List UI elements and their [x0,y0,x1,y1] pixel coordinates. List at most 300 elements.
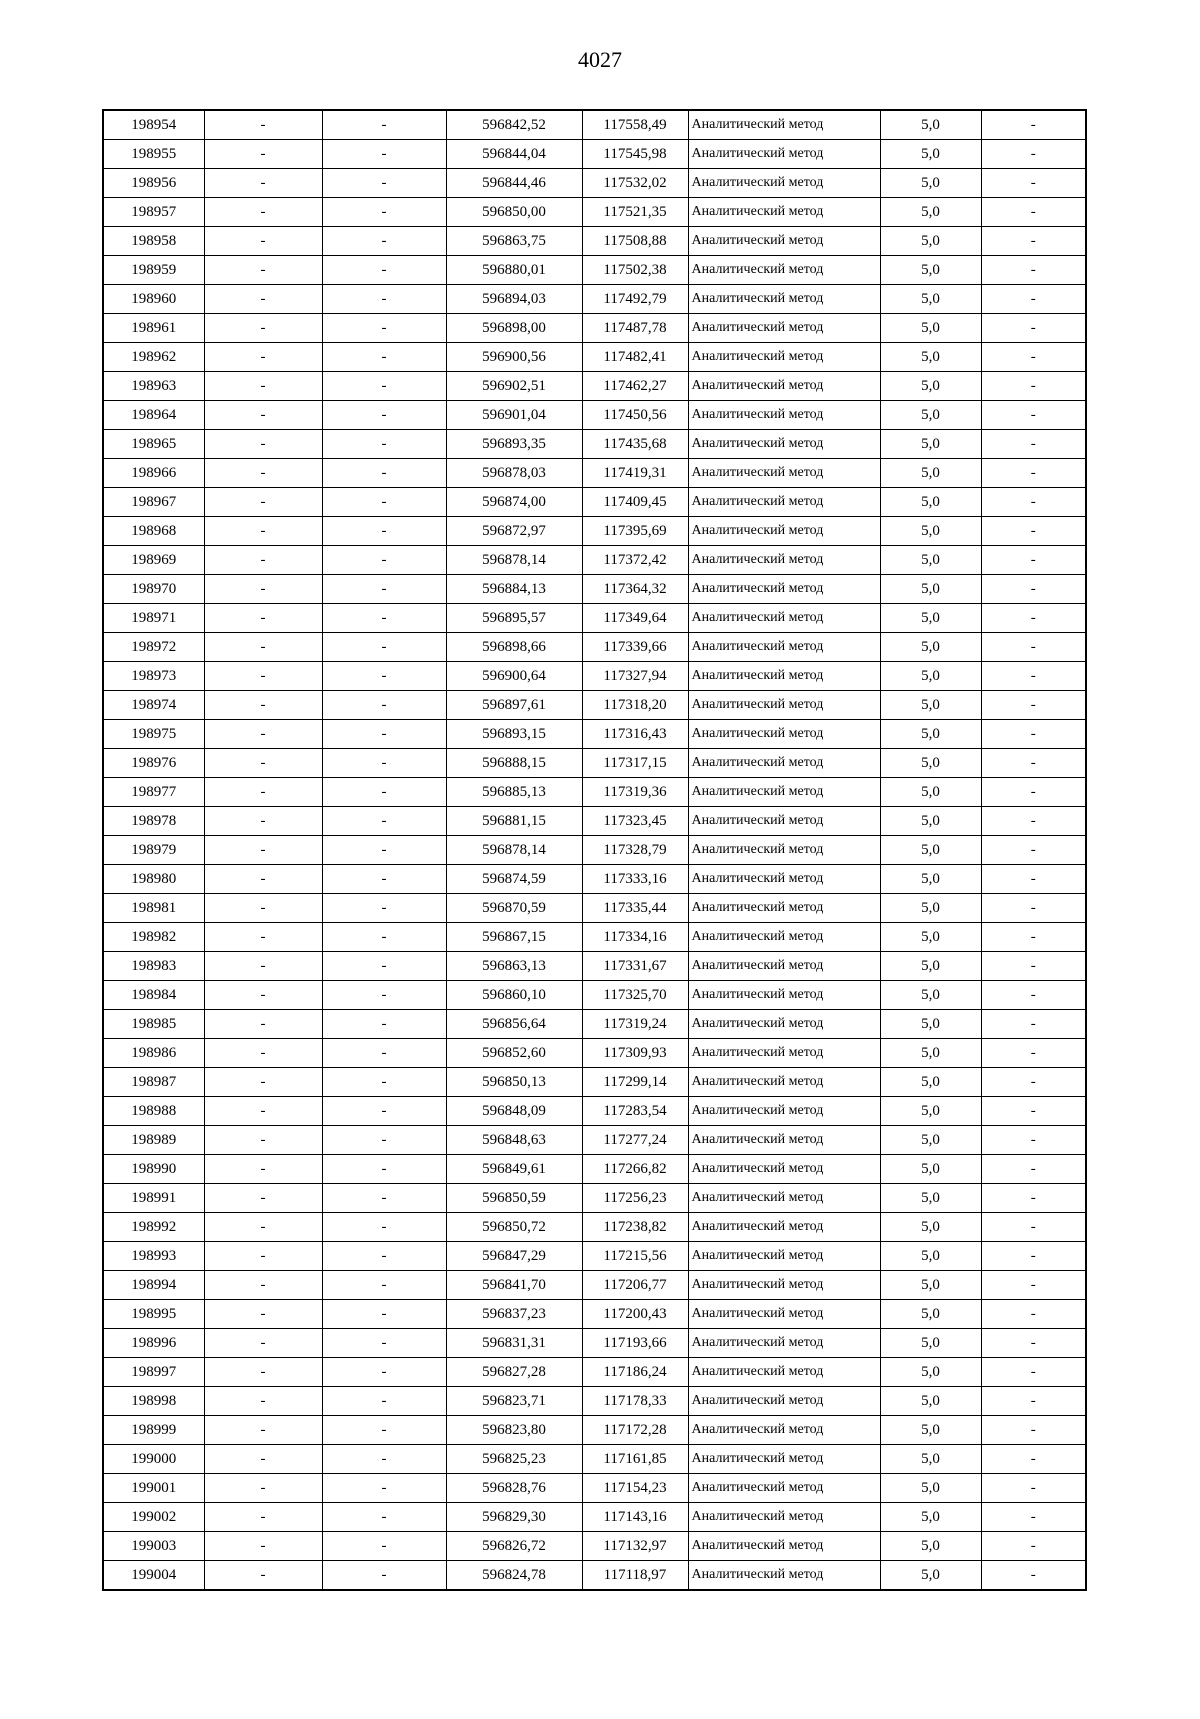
empty-cell-2: - [322,1474,446,1503]
x-coordinate-cell: 596874,59 [446,865,582,894]
precision-cell: 5,0 [880,140,981,169]
y-coordinate-cell: 117395,69 [582,517,688,546]
x-coordinate-cell: 596856,64 [446,1010,582,1039]
empty-cell-3: - [981,1561,1086,1591]
method-cell: Аналитический метод [688,343,880,372]
empty-cell-3: - [981,110,1086,140]
precision-cell: 5,0 [880,1097,981,1126]
x-coordinate-cell: 596823,71 [446,1387,582,1416]
empty-cell-3: - [981,517,1086,546]
empty-cell-1: - [204,1155,322,1184]
table-row [103,1068,1086,1097]
empty-cell-3: - [981,1503,1086,1532]
precision-cell: 5,0 [880,372,981,401]
point-number-cell: 199001 [103,1474,204,1503]
empty-cell-3: - [981,430,1086,459]
empty-cell-2: - [322,140,446,169]
y-coordinate-cell: 117558,49 [582,110,688,140]
point-number-cell: 198954 [103,110,204,140]
table-row [103,575,1086,604]
empty-cell-1: - [204,633,322,662]
empty-cell-3: - [981,633,1086,662]
y-coordinate-cell: 117299,14 [582,1068,688,1097]
empty-cell-3: - [981,1242,1086,1271]
method-cell: Аналитический метод [688,575,880,604]
x-coordinate-cell: 596824,78 [446,1561,582,1591]
y-coordinate-cell: 117319,36 [582,778,688,807]
empty-cell-2: - [322,662,446,691]
empty-cell-1: - [204,1271,322,1300]
method-cell: Аналитический метод [688,169,880,198]
y-coordinate-cell: 117186,24 [582,1358,688,1387]
precision-cell: 5,0 [880,1010,981,1039]
empty-cell-1: - [204,1329,322,1358]
empty-cell-2: - [322,198,446,227]
method-cell: Аналитический метод [688,110,880,140]
empty-cell-2: - [322,401,446,430]
empty-cell-3: - [981,981,1086,1010]
precision-cell: 5,0 [880,110,981,140]
y-coordinate-cell: 117215,56 [582,1242,688,1271]
x-coordinate-cell: 596863,75 [446,227,582,256]
empty-cell-1: - [204,1184,322,1213]
precision-cell: 5,0 [880,1242,981,1271]
precision-cell: 5,0 [880,198,981,227]
y-coordinate-cell: 117508,88 [582,227,688,256]
table-row [103,110,1086,140]
x-coordinate-cell: 596900,56 [446,343,582,372]
point-number-cell: 198959 [103,256,204,285]
y-coordinate-cell: 117545,98 [582,140,688,169]
point-number-cell: 198993 [103,1242,204,1271]
x-coordinate-cell: 596850,72 [446,1213,582,1242]
empty-cell-2: - [322,633,446,662]
point-number-cell: 198992 [103,1213,204,1242]
empty-cell-3: - [981,691,1086,720]
table-row [103,1039,1086,1068]
empty-cell-3: - [981,662,1086,691]
method-cell: Аналитический метод [688,546,880,575]
empty-cell-3: - [981,952,1086,981]
method-cell: Аналитический метод [688,1184,880,1213]
point-number-cell: 198972 [103,633,204,662]
empty-cell-3: - [981,227,1086,256]
y-coordinate-cell: 117132,97 [582,1532,688,1561]
point-number-cell: 198984 [103,981,204,1010]
empty-cell-2: - [322,575,446,604]
method-cell: Аналитический метод [688,1242,880,1271]
empty-cell-2: - [322,923,446,952]
precision-cell: 5,0 [880,1416,981,1445]
point-number-cell: 198983 [103,952,204,981]
empty-cell-1: - [204,517,322,546]
precision-cell: 5,0 [880,1039,981,1068]
precision-cell: 5,0 [880,430,981,459]
point-number-cell: 199004 [103,1561,204,1591]
empty-cell-1: - [204,1068,322,1097]
x-coordinate-cell: 596885,13 [446,778,582,807]
empty-cell-1: - [204,662,322,691]
table-row [103,720,1086,749]
table-row [103,285,1086,314]
method-cell: Аналитический метод [688,604,880,633]
method-cell: Аналитический метод [688,1474,880,1503]
empty-cell-1: - [204,1097,322,1126]
point-number-cell: 198987 [103,1068,204,1097]
empty-cell-3: - [981,1358,1086,1387]
x-coordinate-cell: 596898,66 [446,633,582,662]
y-coordinate-cell: 117256,23 [582,1184,688,1213]
precision-cell: 5,0 [880,546,981,575]
point-number-cell: 198980 [103,865,204,894]
y-coordinate-cell: 117161,85 [582,1445,688,1474]
method-cell: Аналитический метод [688,1561,880,1591]
precision-cell: 5,0 [880,488,981,517]
y-coordinate-cell: 117419,31 [582,459,688,488]
empty-cell-2: - [322,227,446,256]
y-coordinate-cell: 117502,38 [582,256,688,285]
empty-cell-3: - [981,749,1086,778]
empty-cell-2: - [322,778,446,807]
table-row [103,604,1086,633]
empty-cell-3: - [981,575,1086,604]
method-cell: Аналитический метод [688,198,880,227]
x-coordinate-cell: 596881,15 [446,807,582,836]
empty-cell-1: - [204,459,322,488]
precision-cell: 5,0 [880,256,981,285]
point-number-cell: 198997 [103,1358,204,1387]
empty-cell-1: - [204,981,322,1010]
method-cell: Аналитический метод [688,1387,880,1416]
precision-cell: 5,0 [880,981,981,1010]
empty-cell-2: - [322,952,446,981]
table-row [103,836,1086,865]
method-cell: Аналитический метод [688,691,880,720]
precision-cell: 5,0 [880,401,981,430]
table-row [103,401,1086,430]
y-coordinate-cell: 117349,64 [582,604,688,633]
point-number-cell: 199002 [103,1503,204,1532]
x-coordinate-cell: 596878,14 [446,836,582,865]
x-coordinate-cell: 596893,15 [446,720,582,749]
empty-cell-2: - [322,459,446,488]
empty-cell-3: - [981,459,1086,488]
method-cell: Аналитический метод [688,1126,880,1155]
empty-cell-2: - [322,1126,446,1155]
empty-cell-3: - [981,894,1086,923]
method-cell: Аналитический метод [688,1329,880,1358]
y-coordinate-cell: 117283,54 [582,1097,688,1126]
x-coordinate-cell: 596901,04 [446,401,582,430]
table-row [103,1358,1086,1387]
empty-cell-1: - [204,1532,322,1561]
point-number-cell: 198961 [103,314,204,343]
point-number-cell: 198976 [103,749,204,778]
precision-cell: 5,0 [880,865,981,894]
empty-cell-3: - [981,372,1086,401]
method-cell: Аналитический метод [688,836,880,865]
point-number-cell: 198963 [103,372,204,401]
empty-cell-3: - [981,1474,1086,1503]
x-coordinate-cell: 596902,51 [446,372,582,401]
empty-cell-2: - [322,169,446,198]
table-row [103,227,1086,256]
y-coordinate-cell: 117266,82 [582,1155,688,1184]
precision-cell: 5,0 [880,807,981,836]
table-row [103,1126,1086,1155]
table-row [103,1387,1086,1416]
empty-cell-2: - [322,1358,446,1387]
empty-cell-2: - [322,1097,446,1126]
x-coordinate-cell: 596900,64 [446,662,582,691]
method-cell: Аналитический метод [688,720,880,749]
x-coordinate-cell: 596848,09 [446,1097,582,1126]
x-coordinate-cell: 596828,76 [446,1474,582,1503]
precision-cell: 5,0 [880,1532,981,1561]
method-cell: Аналитический метод [688,981,880,1010]
table-row [103,517,1086,546]
y-coordinate-cell: 117435,68 [582,430,688,459]
method-cell: Аналитический метод [688,807,880,836]
method-cell: Аналитический метод [688,488,880,517]
method-cell: Аналитический метод [688,778,880,807]
point-number-cell: 198973 [103,662,204,691]
empty-cell-1: - [204,1010,322,1039]
x-coordinate-cell: 596850,00 [446,198,582,227]
empty-cell-3: - [981,1155,1086,1184]
empty-cell-3: - [981,285,1086,314]
empty-cell-2: - [322,256,446,285]
table-row [103,923,1086,952]
precision-cell: 5,0 [880,952,981,981]
method-cell: Аналитический метод [688,865,880,894]
empty-cell-1: - [204,807,322,836]
method-cell: Аналитический метод [688,1300,880,1329]
empty-cell-3: - [981,1039,1086,1068]
empty-cell-2: - [322,865,446,894]
precision-cell: 5,0 [880,691,981,720]
empty-cell-2: - [322,285,446,314]
point-number-cell: 198971 [103,604,204,633]
empty-cell-1: - [204,314,322,343]
empty-cell-3: - [981,256,1086,285]
precision-cell: 5,0 [880,923,981,952]
table-row [103,1242,1086,1271]
empty-cell-1: - [204,343,322,372]
empty-cell-1: - [204,372,322,401]
precision-cell: 5,0 [880,459,981,488]
y-coordinate-cell: 117487,78 [582,314,688,343]
empty-cell-1: - [204,865,322,894]
empty-cell-2: - [322,1010,446,1039]
empty-cell-2: - [322,720,446,749]
y-coordinate-cell: 117450,56 [582,401,688,430]
empty-cell-2: - [322,1300,446,1329]
point-number-cell: 198978 [103,807,204,836]
table-row [103,169,1086,198]
empty-cell-2: - [322,314,446,343]
point-number-cell: 198991 [103,1184,204,1213]
point-number-cell: 198982 [103,923,204,952]
y-coordinate-cell: 117317,15 [582,749,688,778]
y-coordinate-cell: 117178,33 [582,1387,688,1416]
point-number-cell: 198964 [103,401,204,430]
y-coordinate-cell: 117193,66 [582,1329,688,1358]
x-coordinate-cell: 596888,15 [446,749,582,778]
empty-cell-2: - [322,894,446,923]
empty-cell-3: - [981,1329,1086,1358]
x-coordinate-cell: 596867,15 [446,923,582,952]
empty-cell-2: - [322,517,446,546]
method-cell: Аналитический метод [688,894,880,923]
precision-cell: 5,0 [880,517,981,546]
empty-cell-3: - [981,314,1086,343]
x-coordinate-cell: 596898,00 [446,314,582,343]
empty-cell-3: - [981,1213,1086,1242]
y-coordinate-cell: 117334,16 [582,923,688,952]
precision-cell: 5,0 [880,1271,981,1300]
y-coordinate-cell: 117143,16 [582,1503,688,1532]
point-number-cell: 198995 [103,1300,204,1329]
empty-cell-2: - [322,1387,446,1416]
precision-cell: 5,0 [880,575,981,604]
y-coordinate-cell: 117492,79 [582,285,688,314]
method-cell: Аналитический метод [688,633,880,662]
x-coordinate-cell: 596880,01 [446,256,582,285]
empty-cell-2: - [322,1184,446,1213]
empty-cell-2: - [322,1561,446,1591]
point-number-cell: 198977 [103,778,204,807]
precision-cell: 5,0 [880,1503,981,1532]
empty-cell-2: - [322,1445,446,1474]
point-number-cell: 198994 [103,1271,204,1300]
precision-cell: 5,0 [880,1213,981,1242]
method-cell: Аналитический метод [688,1445,880,1474]
table-row [103,546,1086,575]
method-cell: Аналитический метод [688,256,880,285]
y-coordinate-cell: 117327,94 [582,662,688,691]
y-coordinate-cell: 117521,35 [582,198,688,227]
method-cell: Аналитический метод [688,1358,880,1387]
empty-cell-1: - [204,140,322,169]
point-number-cell: 198969 [103,546,204,575]
empty-cell-2: - [322,836,446,865]
empty-cell-2: - [322,1532,446,1561]
method-cell: Аналитический метод [688,517,880,546]
table-row [103,691,1086,720]
empty-cell-2: - [322,372,446,401]
x-coordinate-cell: 596884,13 [446,575,582,604]
empty-cell-1: - [204,488,322,517]
table-row [103,1184,1086,1213]
method-cell: Аналитический метод [688,285,880,314]
precision-cell: 5,0 [880,836,981,865]
table-row [103,1445,1086,1474]
precision-cell: 5,0 [880,1068,981,1097]
point-number-cell: 198985 [103,1010,204,1039]
empty-cell-3: - [981,1445,1086,1474]
table-row [103,952,1086,981]
empty-cell-1: - [204,749,322,778]
precision-cell: 5,0 [880,1184,981,1213]
method-cell: Аналитический метод [688,662,880,691]
x-coordinate-cell: 596874,00 [446,488,582,517]
x-coordinate-cell: 596878,03 [446,459,582,488]
precision-cell: 5,0 [880,285,981,314]
empty-cell-1: - [204,1474,322,1503]
precision-cell: 5,0 [880,343,981,372]
empty-cell-1: - [204,1445,322,1474]
x-coordinate-cell: 596863,13 [446,952,582,981]
table-row [103,749,1086,778]
table-row [103,807,1086,836]
method-cell: Аналитический метод [688,923,880,952]
x-coordinate-cell: 596844,04 [446,140,582,169]
table-row [103,1155,1086,1184]
precision-cell: 5,0 [880,778,981,807]
y-coordinate-cell: 117335,44 [582,894,688,923]
empty-cell-2: - [322,981,446,1010]
y-coordinate-cell: 117339,66 [582,633,688,662]
page-number: 4027 [578,47,622,72]
empty-cell-1: - [204,1213,322,1242]
empty-cell-1: - [204,720,322,749]
x-coordinate-cell: 596852,60 [446,1039,582,1068]
y-coordinate-cell: 117532,02 [582,169,688,198]
table-row [103,488,1086,517]
empty-cell-3: - [981,1068,1086,1097]
y-coordinate-cell: 117462,27 [582,372,688,401]
point-number-cell: 198990 [103,1155,204,1184]
precision-cell: 5,0 [880,169,981,198]
y-coordinate-cell: 117323,45 [582,807,688,836]
empty-cell-1: - [204,169,322,198]
method-cell: Аналитический метод [688,227,880,256]
point-number-cell: 198998 [103,1387,204,1416]
empty-cell-1: - [204,836,322,865]
precision-cell: 5,0 [880,1126,981,1155]
empty-cell-2: - [322,1242,446,1271]
table-row [103,1329,1086,1358]
method-cell: Аналитический метод [688,1097,880,1126]
table-row [103,1503,1086,1532]
y-coordinate-cell: 117328,79 [582,836,688,865]
empty-cell-2: - [322,1155,446,1184]
method-cell: Аналитический метод [688,749,880,778]
empty-cell-2: - [322,1329,446,1358]
table-row [103,1474,1086,1503]
empty-cell-3: - [981,1097,1086,1126]
point-number-cell: 198974 [103,691,204,720]
point-number-cell: 199000 [103,1445,204,1474]
empty-cell-3: - [981,343,1086,372]
y-coordinate-cell: 117318,20 [582,691,688,720]
empty-cell-1: - [204,778,322,807]
method-cell: Аналитический метод [688,1010,880,1039]
x-coordinate-cell: 596897,61 [446,691,582,720]
table-row [103,894,1086,923]
empty-cell-2: - [322,488,446,517]
table-row [103,140,1086,169]
table-row [103,1010,1086,1039]
point-number-cell: 198955 [103,140,204,169]
empty-cell-2: - [322,691,446,720]
empty-cell-2: - [322,546,446,575]
y-coordinate-cell: 117319,24 [582,1010,688,1039]
empty-cell-3: - [981,836,1086,865]
method-cell: Аналитический метод [688,1271,880,1300]
empty-cell-3: - [981,1184,1086,1213]
